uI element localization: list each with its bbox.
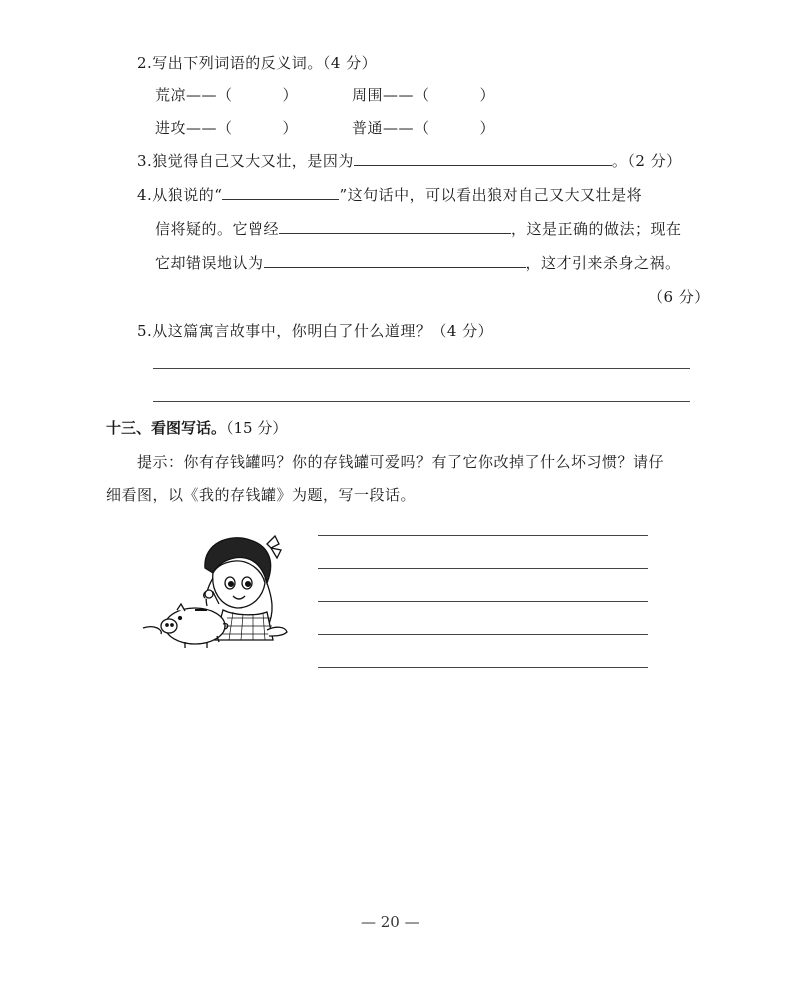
q4-quote-blank[interactable] — [222, 185, 339, 200]
q4-line-1 — [137, 184, 642, 205]
q2-pair-2-close: ） — [479, 86, 496, 104]
page-number: — 20 — — [361, 913, 420, 931]
writing-line-5[interactable] — [318, 667, 648, 668]
q4-line3-suffix: ，这才引来杀身之祸。 — [525, 254, 681, 272]
q2-title: 2.写出下列词语的反义词。（4 分） — [137, 54, 378, 72]
q2-pair-1-word: 荒凉——（ — [155, 86, 233, 104]
section-13-hint-line-1: 提示：你有存钱罐吗？你的存钱罐可爱吗？有了它你改掉了什么坏习惯？请仔 — [137, 453, 665, 471]
writing-line-3[interactable] — [318, 601, 648, 602]
q4-line-3 — [155, 252, 681, 273]
q2-pair-4 — [352, 117, 495, 138]
q4-past-blank[interactable] — [279, 219, 511, 234]
q2-pair-2-word: 周围——（ — [352, 86, 430, 104]
section-13-points: （15 分） — [226, 419, 288, 437]
q2-pair-2 — [352, 84, 495, 105]
q3 — [137, 150, 682, 171]
q2-pair-1 — [155, 84, 298, 105]
q5-answer-line-2[interactable] — [153, 401, 690, 402]
q5-answer-line-1[interactable] — [153, 368, 690, 369]
q2-pair-3-word: 进攻——（ — [155, 119, 233, 137]
q2-pair-1-close: ） — [282, 86, 299, 104]
q4-line-2 — [155, 218, 682, 239]
writing-line-1[interactable] — [318, 535, 648, 536]
writing-line-2[interactable] — [318, 568, 648, 569]
q4-line2-prefix: 信将疑的。它曾经 — [155, 220, 280, 238]
section-13-heading — [106, 417, 287, 438]
illustration-svg — [135, 528, 290, 656]
q3-suffix: 。（2 分） — [611, 152, 682, 170]
writing-line-4[interactable] — [318, 634, 648, 635]
q2-pair-3-close: ） — [282, 119, 299, 137]
q4-line1-prefix: 4.从狼说的“ — [137, 186, 223, 204]
q2-pair-4-word: 普通——（ — [352, 119, 430, 137]
q4-points: （6 分） — [648, 288, 710, 306]
girl-piggy-bank-illustration — [135, 528, 290, 656]
q2-pair-4-close: ） — [479, 119, 496, 137]
q4-line2-suffix: ，这是正确的做法；现在 — [511, 220, 682, 238]
q4-now-blank[interactable] — [264, 253, 526, 268]
q3-prefix: 3.狼觉得自己又大又壮，是因为 — [137, 152, 354, 170]
q4-line1-suffix: ”这句话中，可以看出狼对自己又大又壮是将 — [339, 186, 643, 204]
q2-pair-3 — [155, 117, 298, 138]
section-13-hint-line-2: 细看图，以《我的存钱罐》为题，写一段话。 — [106, 486, 417, 504]
section-13-title: 十三、看图写话。 — [106, 419, 227, 437]
q5-title: 5.从这篇寓言故事中，你明白了什么道理？（4 分） — [137, 322, 494, 340]
q4-line3-prefix: 它却错误地认为 — [155, 254, 264, 272]
q3-answer-blank[interactable] — [354, 151, 612, 166]
